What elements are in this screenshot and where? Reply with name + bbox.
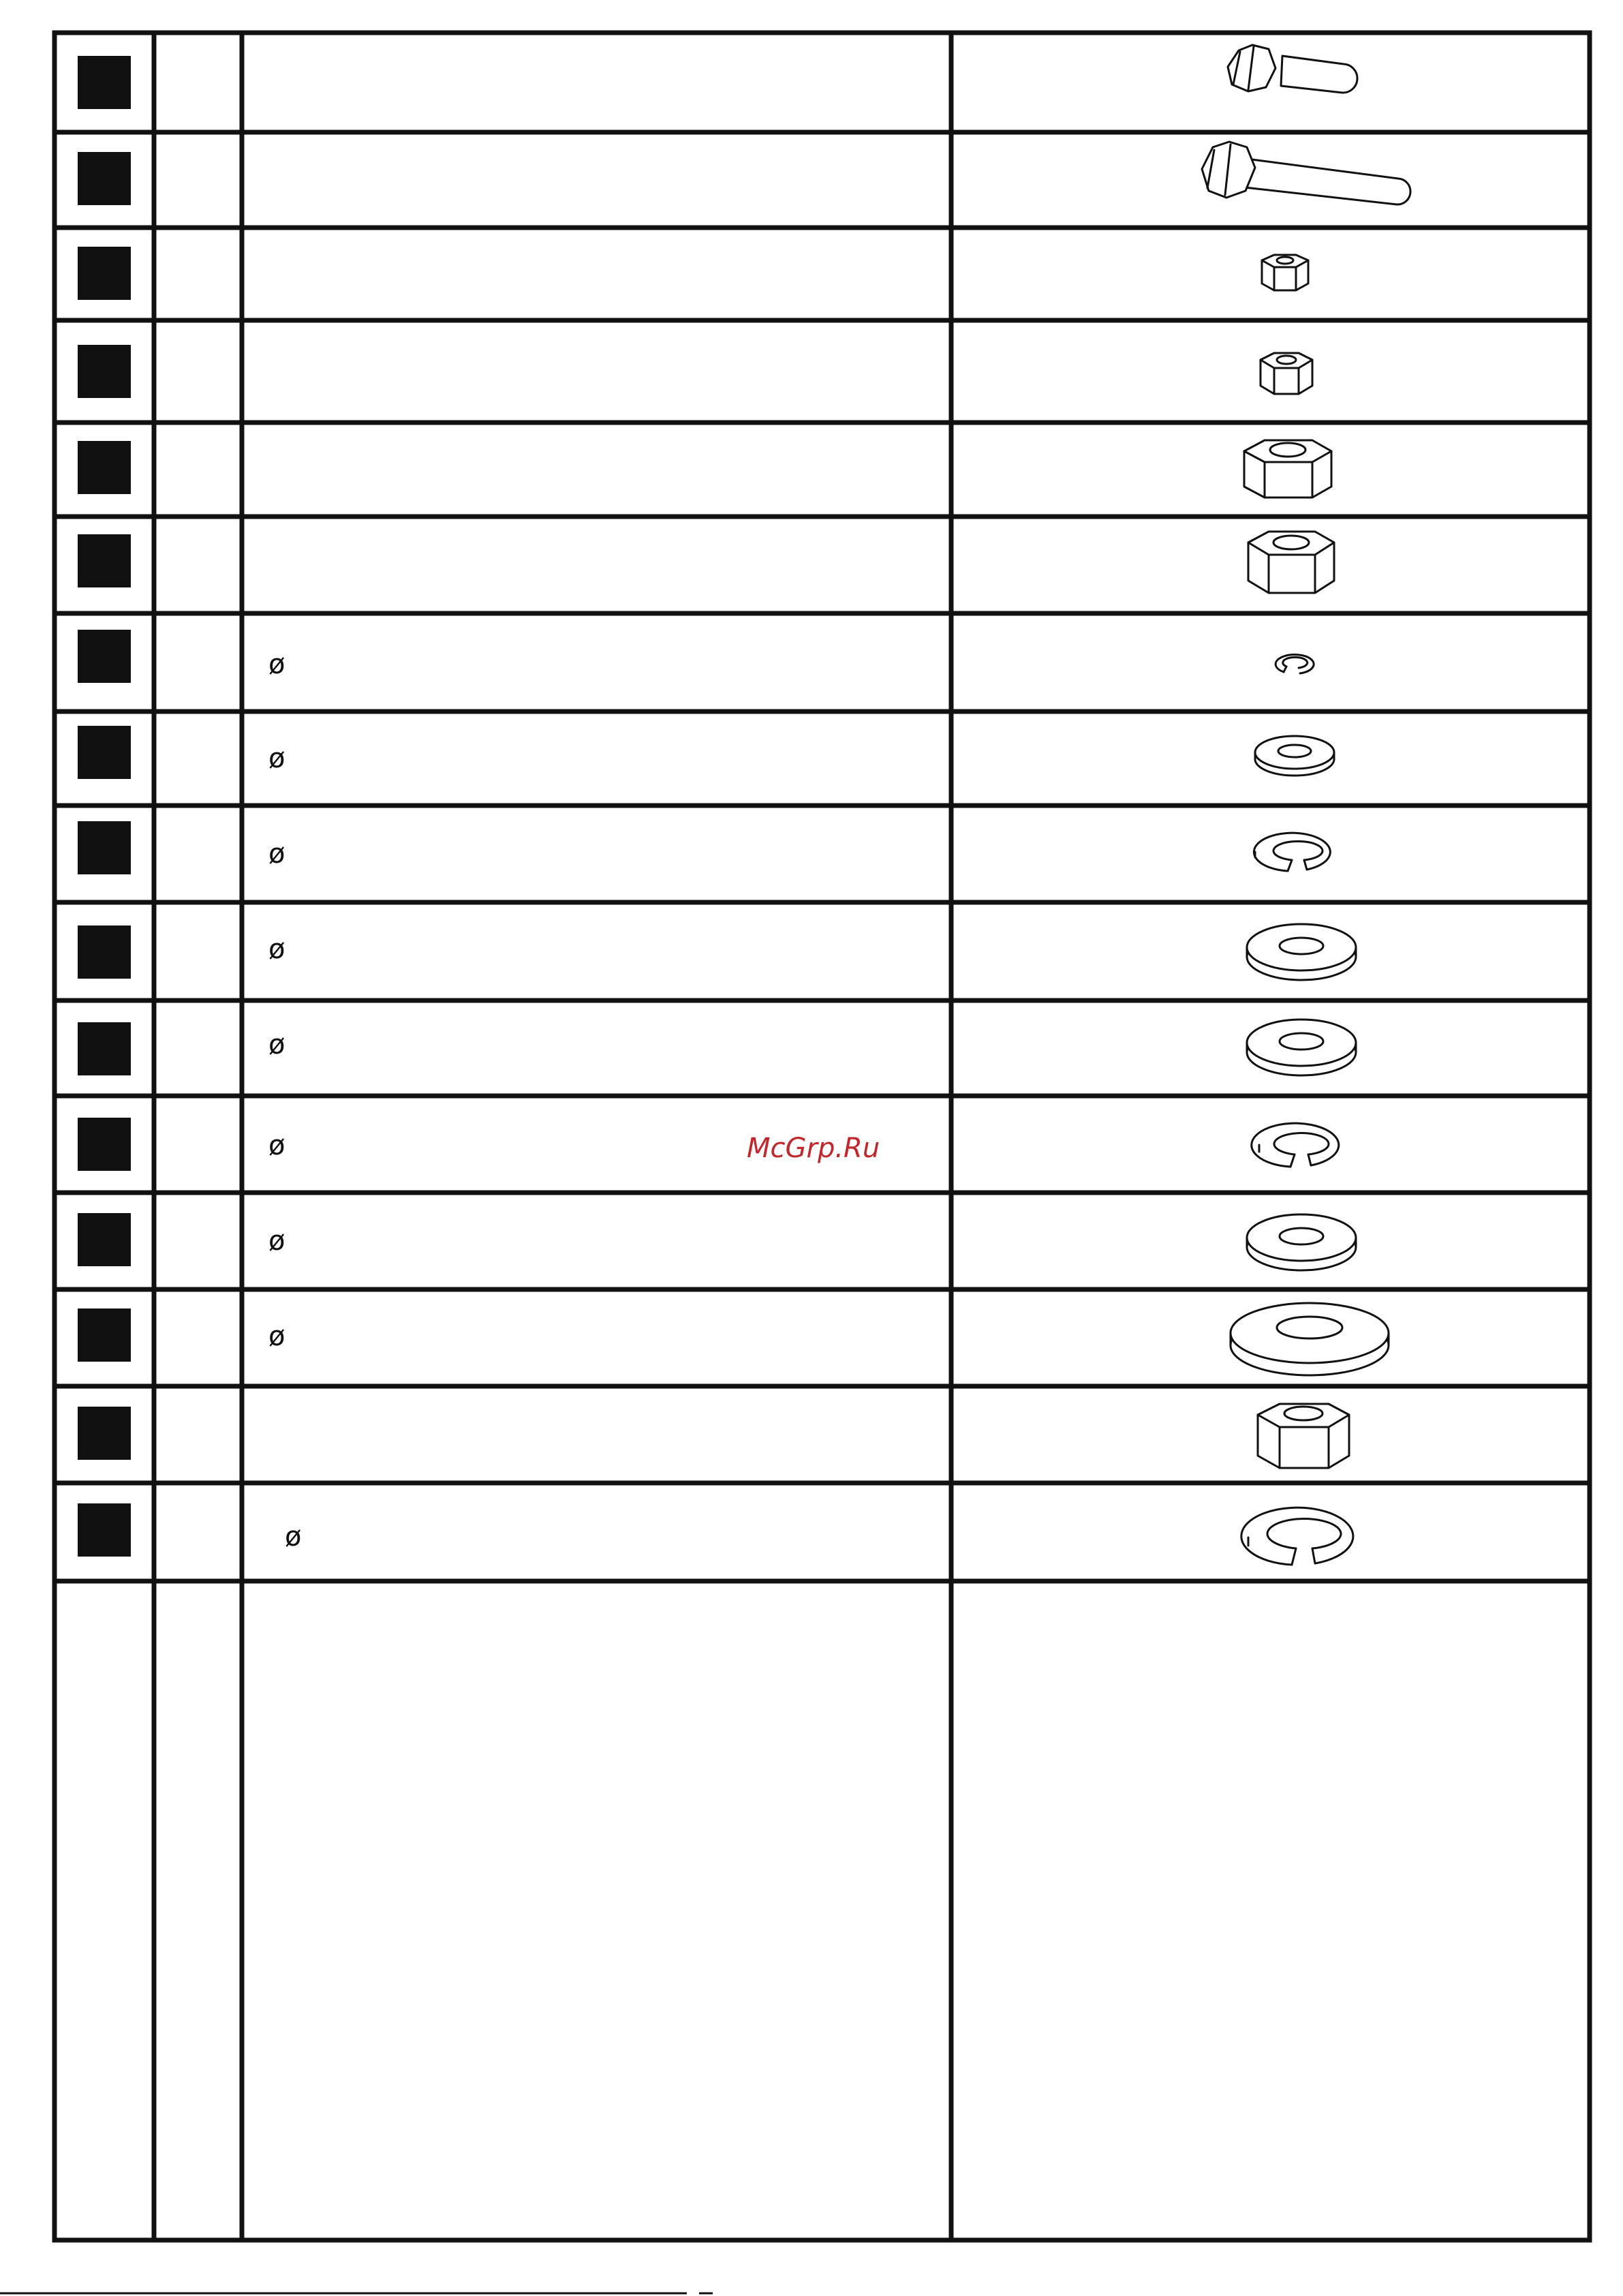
index-marker <box>78 152 131 205</box>
spring-washer-icon <box>1254 833 1330 871</box>
index-marker <box>78 56 131 109</box>
index-marker <box>78 821 131 874</box>
index-marker <box>78 441 131 494</box>
index-marker <box>78 1308 131 1362</box>
index-marker <box>78 247 131 300</box>
spring-washer-icon <box>1241 1507 1353 1565</box>
index-marker <box>78 534 131 587</box>
hex-nut-icon <box>1258 1404 1349 1468</box>
index-marker <box>78 345 131 398</box>
hex-nut-icon <box>1261 353 1312 394</box>
index-marker <box>78 1022 131 1075</box>
flat-washer-icon <box>1247 924 1356 980</box>
hex-nut-icon <box>1262 255 1308 290</box>
diameter-symbol: ø <box>268 1321 285 1352</box>
diameter-symbol: ø <box>268 1225 285 1257</box>
diameter-symbol: ø <box>268 1130 285 1161</box>
diameter-symbol: ø <box>268 934 285 965</box>
flat-washer-icon <box>1255 736 1334 776</box>
diameter-symbol: ø <box>268 743 285 774</box>
flat-washer-icon <box>1247 1214 1356 1270</box>
flat-washer-icon <box>1247 1020 1356 1075</box>
flat-washer-icon <box>1231 1303 1389 1375</box>
bolt-icon <box>1202 142 1410 204</box>
spring-washer-icon <box>1276 655 1314 673</box>
index-marker <box>78 726 131 779</box>
spring-washer-icon <box>1252 1123 1339 1167</box>
bolt-icon <box>1228 45 1357 93</box>
watermark: McGrp.Ru <box>747 1133 880 1164</box>
index-marker <box>78 1213 131 1266</box>
diameter-symbols <box>268 649 301 1552</box>
hex-nut-icon <box>1248 532 1334 593</box>
index-marker <box>78 1118 131 1171</box>
index-marker <box>78 1503 131 1557</box>
index-marker <box>78 630 131 683</box>
diameter-symbol: ø <box>268 649 285 680</box>
diameter-symbol: ø <box>268 1029 285 1060</box>
hex-nut-icon <box>1244 440 1331 498</box>
index-marker <box>78 1407 131 1460</box>
diameter-symbol: ø <box>285 1521 302 1552</box>
index-marker <box>78 925 131 979</box>
diameter-symbol: ø <box>268 838 285 870</box>
